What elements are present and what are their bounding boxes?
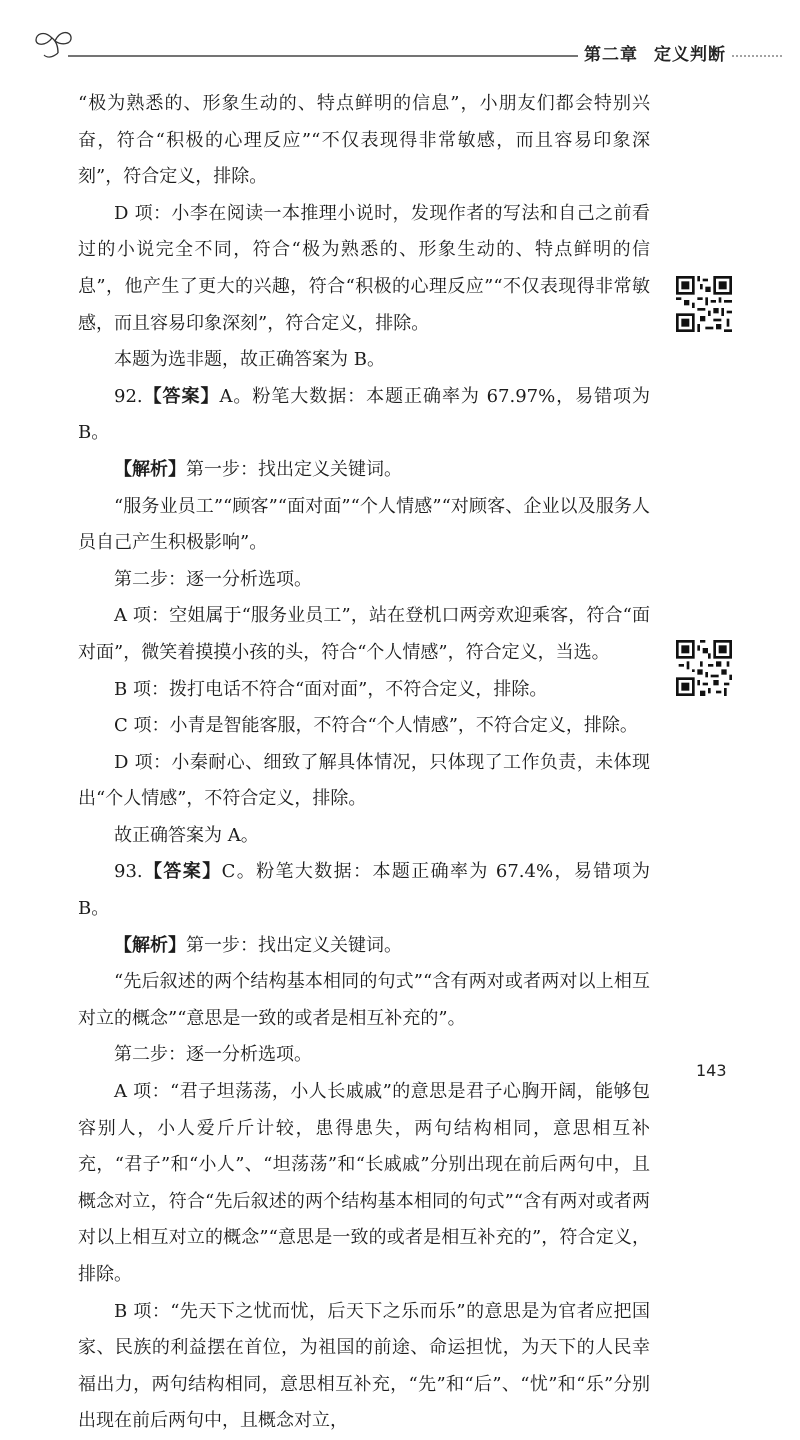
paragraph [78,708,650,745]
section-tag: 【解析】 [114,458,186,480]
paragraph [78,452,650,489]
paragraph [78,928,650,965]
page-number: 143 [696,1061,727,1080]
paragraph-text: “极为熟悉的、形象生动的、特点鲜明的信息”，小朋友们都会特别兴奋，符合“积极的心理反应”“不仅表现得非常敏感，而且容易印象深刻”，符合定义，排除。 [78,93,650,188]
paragraph [78,196,650,342]
paragraph-text: C。粉笔大数据：本题正确率为 67.4%，易错项为 B。 [78,861,650,920]
paragraph [78,379,650,452]
section-tag: 【答案】 [142,385,220,407]
paragraph [78,1294,650,1440]
paragraph [78,342,650,379]
chapter-title [584,40,726,65]
paragraph-text: 第二步：逐一分析选项。 [114,568,312,590]
paragraph-text: C 项：小青是智能客服，不符合“个人情感”，不符合定义，排除。 [114,715,638,737]
page-header [0,0,800,70]
paragraph [78,818,650,855]
paragraph-text: A。粉笔大数据：本题正确率为 67.97%，易错项为 B。 [78,385,651,444]
paragraph-text: A 项：“君子坦荡荡，小人长戚戚”的意思是君子心胸开阔，能够包容别人，小人爱斤斤计较，患得患失，两句结构相同，意思相互补充，“君子”和“小人”、“坦荡荡”和“长戚戚”分别出现在前后两句中，且概念对立，符合“先后叙述的两个结构基本相同的句式”“含有两对或者两对以上相互对立的概念”“意思是一致的或者是相互补充的”，符合定义，排除。 [78,1081,650,1285]
paragraph-text: B 项：拨打电话不符合“面对面”，不符合定义，排除。 [114,678,548,700]
paragraph [78,1074,650,1294]
paragraph-text: 本题为选非题，故正确答案为 B。 [114,349,385,371]
paragraph-text: “先后叙述的两个结构基本相同的句式”“含有两对或者两对以上相互对立的概念”“意思是一致的或者是相互补充的”。 [78,971,650,1029]
paragraph-text: 第二步：逐一分析选项。 [114,1044,312,1066]
qr-code-icon [676,276,732,332]
paragraph [78,745,650,818]
paragraph-text: 第一步：找出定义关键词。 [186,458,402,480]
paragraph-text: B 项：“先天下之忧而忧，后天下之乐而乐”的意思是为官者应把国家、民族的利益摆在首位，为祖国的前途、命运担忧，为天下的人民幸福出力，两句结构相同，意思相互补充，“先”和“后”、“忧”和“乐”分别出现在前后两句中，且概念对立， [78,1300,650,1432]
question-number: 92. [114,385,143,407]
section-title: 定义判断 [654,45,726,65]
paragraph [78,672,650,709]
paragraph [78,1037,650,1074]
sprout-icon [36,33,71,57]
section-tag: 【解析】 [114,934,186,956]
paragraph-text: A 项：空姐属于“服务业员工”，站在登机口两旁欢迎乘客，符合“面对面”，微笑着摸摸小孩的头，符合“个人情感”，符合定义，当选。 [78,605,650,663]
paragraph [78,86,650,196]
paragraph-text: “服务业员工”“顾客”“面对面”“个人情感”“对顾客、企业以及服务人员自己产生积极影响”。 [78,495,650,554]
paragraph [78,562,650,599]
question-number: 93. [114,861,143,883]
answer-explanation-text [78,86,650,1440]
paragraph [78,598,650,671]
paragraph [78,854,650,927]
qr-code-icon [676,640,732,696]
paragraph-text: 第一步：找出定义关键词。 [186,934,402,956]
paragraph [78,964,650,1037]
chapter-number: 第二章 [584,45,638,65]
paragraph-text: D 项：小秦耐心、细致了解具体情况，只体现了工作负责，未体现出“个人情感”，不符合定义，排除。 [78,751,650,810]
paragraph [78,489,650,562]
paragraph-text: D 项：小李在阅读一本推理小说时，发现作者的写法和自己之前看过的小说完全不同，符合“极为熟悉的、形象生动的、特点鲜明的信息”，他产生了更大的兴趣，符合“积极的心理反应”“不仅表现得非常敏感，而且容易印象深刻”，符合定义，排除。 [78,202,650,334]
paragraph-text: 故正确答案为 A。 [114,824,259,846]
section-tag: 【答案】 [142,861,222,883]
